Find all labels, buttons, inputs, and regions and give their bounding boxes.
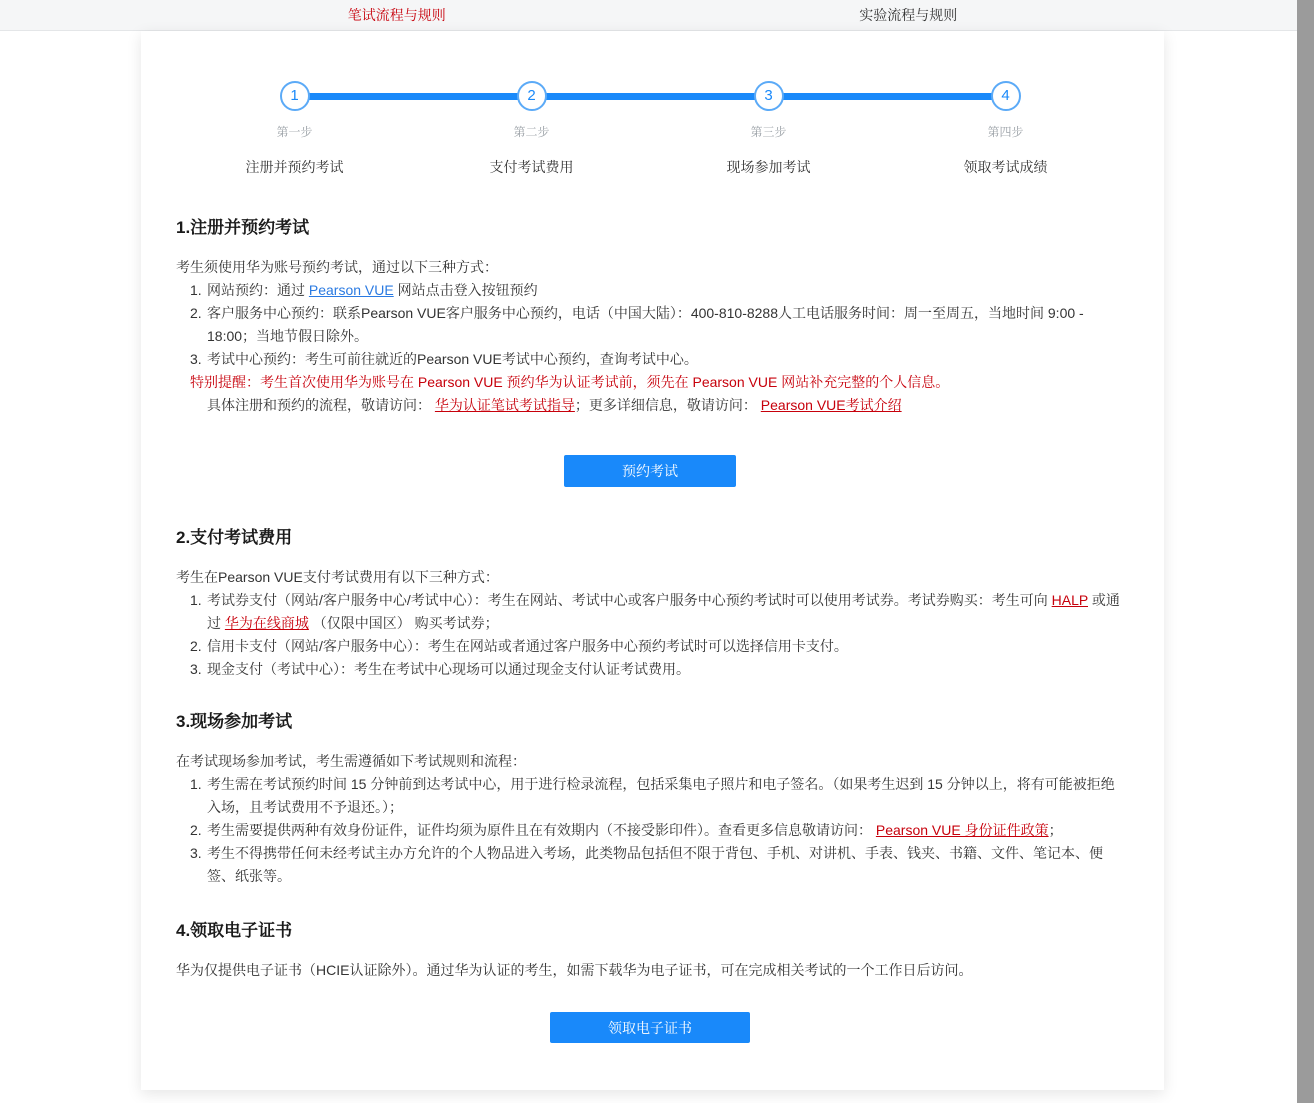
list-item (176, 279, 1124, 302)
list-item-number: 1. (190, 282, 202, 298)
list-item (176, 842, 1124, 888)
list-item (176, 773, 1124, 819)
text-segment: 信用卡支付（网站/客户服务中心）：考生在网站或者通过客户服务中心预约考试时可以选择信用卡支付。 (207, 638, 848, 654)
list-item (176, 348, 1124, 371)
step-3-label: 第三步 (750, 125, 787, 139)
step-1-name: 注册并预约考试 (245, 159, 344, 175)
content-card (141, 31, 1164, 1090)
step-1-circle: 1 (280, 81, 310, 111)
list-item-number: 2. (190, 305, 202, 321)
pearson-vue-link[interactable]: Pearson VUE (308, 282, 394, 298)
step-2-label: 第二步 (513, 125, 550, 139)
halp-link[interactable]: HALP (1051, 592, 1088, 608)
text-segment: 考生需要提供两种有效身份证件，证件均须为原件且在有效期内（不接受影印件）。查看更多信息敬请访问： (207, 822, 876, 838)
text-segment: 考生不得携带任何未经考试主办方允许的个人物品进入考场，此类物品包括但不限于背包、手机、对讲机、手表、钱夹、书籍、文件、笔记本、便签、纸张等。 (207, 845, 1103, 884)
list-item-number: 1. (190, 776, 202, 792)
section-3-title: 3.现场参加考试 (176, 712, 293, 731)
step-2 (413, 81, 650, 177)
section-2-intro: 考生在Pearson VUE支付考试费用有以下三种方式： (176, 569, 499, 585)
text-segment: ；更多详细信息，敬请访问： (574, 397, 761, 413)
text-segment: 考试中心预约：考生可前往就近的Pearson VUE考试中心预约，查询考试中心。 (207, 351, 698, 367)
text-segment: ； (1048, 822, 1063, 838)
text-segment: 考生需在考试预约时间 15 分钟前到达考试中心，用于进行检录流程，包括采集电子照片和电子签名。（如果考生迟到 15 分钟以上，将有可能被拒绝入场，且考试费用不予退还。）； (207, 776, 1115, 815)
list-item-number: 2. (190, 638, 202, 654)
vertical-scrollbar[interactable] (1297, 0, 1314, 1103)
section-2-title: 2.支付考试费用 (176, 528, 293, 547)
step-3 (650, 81, 887, 177)
huawei-online-store-link[interactable]: 华为在线商城 (224, 615, 309, 631)
list-item (176, 371, 1124, 394)
section-1-title: 1.注册并预约考试 (176, 218, 310, 237)
reserve-exam-button[interactable]: 预约考试 (564, 455, 736, 487)
text-segment: 考试券支付（网站/客户服务中心/考试中心）：考生在网站、考试中心或客户服务中心预约考试时可以使用考试券。考试券购买：考生可向 (207, 592, 1052, 608)
section-get-certificate (176, 916, 1124, 1043)
step-3-circle: 3 (754, 81, 784, 111)
tab-written-exam-process[interactable]: 笔试流程与规则 (347, 7, 446, 23)
text-segment: 具体注册和预约的流程，敬请访问： (207, 397, 435, 413)
step-4-label: 第四步 (987, 125, 1024, 139)
text-segment: 客户服务中心预约：联系Pearson VUE客户服务中心预约，电话（中国大陆）：400-810-8288人工电话服务时间：周一至周五，当地时间 9:00 - 18:00；当地节假日除外。 (207, 305, 1084, 344)
step-1 (176, 81, 413, 177)
text-segment: （仅限中国区） 购买考试券； (308, 615, 499, 631)
list-item (176, 589, 1124, 635)
section-2-list (176, 589, 1124, 681)
section-4-intro: 华为仅提供电子证书（HCIE认证除外）。通过华为认证的考生，如需下载华为电子证书，可在完成相关考试的一个工作日后访问。 (176, 962, 973, 978)
list-item (176, 302, 1124, 348)
section-4-title: 4.领取电子证书 (176, 921, 293, 940)
exam-steps-progress (176, 61, 1124, 177)
list-item-number: 3. (190, 351, 202, 367)
section-3-intro: 在考试现场参加考试，考生需遵循如下考试规则和流程： (176, 753, 526, 769)
section-attend-exam (176, 707, 1124, 888)
text-segment: 特别提醒：考生首次使用华为账号在 Pearson VUE 预约华为认证考试前，须先在 Pearson VUE 网站补充完整的个人信息。 (190, 374, 950, 390)
text-segment: 或通过 (207, 592, 1120, 631)
step-4-circle: 4 (991, 81, 1021, 111)
pearson-vue-intro-link[interactable]: Pearson VUE考试介绍 (760, 397, 902, 413)
step-2-circle: 2 (517, 81, 547, 111)
step-1-label: 第一步 (276, 125, 313, 139)
written-exam-guide-link[interactable]: 华为认证笔试考试指导 (434, 397, 575, 413)
section-1-intro: 考生须使用华为账号预约考试，通过以下三种方式： (176, 259, 498, 275)
section-1-list (176, 279, 1124, 417)
tab-group (141, 0, 1164, 30)
pearson-vue-id-policy-link[interactable]: Pearson VUE 身份证件政策 (875, 822, 1049, 838)
text-segment: 现金支付（考试中心）：考生在考试中心现场可以通过现金支付认证考试费用。 (207, 661, 690, 677)
list-item (176, 635, 1124, 658)
step-2-name: 支付考试费用 (489, 159, 574, 175)
top-tab-bar (0, 0, 1314, 31)
tab-lab-exam-process[interactable]: 实验流程与规则 (859, 7, 958, 23)
list-item-number: 1. (190, 592, 202, 608)
text-segment: 网站点击登入按钮预约 (393, 282, 538, 298)
list-item-number: 3. (190, 845, 202, 861)
list-item (176, 658, 1124, 681)
section-3-list (176, 773, 1124, 888)
list-item (176, 819, 1124, 842)
section-pay-exam-fee (176, 523, 1124, 681)
step-4 (887, 81, 1124, 177)
list-item (176, 394, 1124, 417)
list-item-number: 2. (190, 822, 202, 838)
step-4-name: 领取考试成绩 (963, 159, 1048, 175)
section-register-and-book (176, 213, 1124, 487)
text-segment: 网站预约：通过 (207, 282, 309, 298)
list-item-number: 3. (190, 661, 202, 677)
step-3-name: 现场参加考试 (726, 159, 811, 175)
get-certificate-button[interactable]: 领取电子证书 (550, 1012, 750, 1043)
